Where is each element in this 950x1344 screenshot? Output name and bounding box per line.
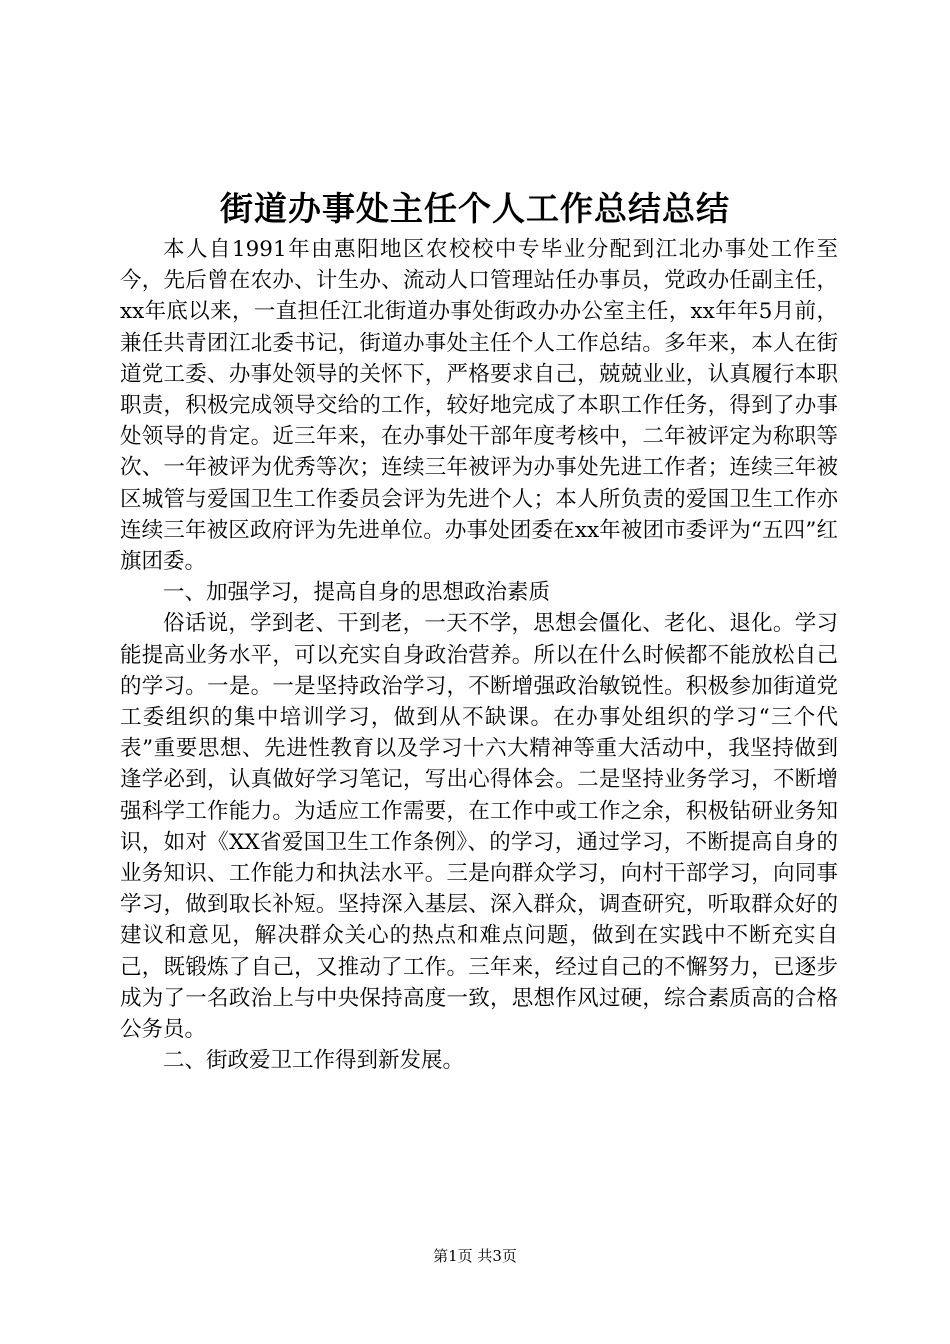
page-number-footer: 第1页 共3页 — [433, 1247, 517, 1265]
document-body — [120, 234, 838, 1076]
section-heading-1: 一、加强学习，提高自身的思想政治素质 — [163, 580, 551, 606]
document-title: 街道办事处主任个人工作总结总结 — [220, 189, 730, 228]
paragraph-intro: 本人自1991年由惠阳地区农校校中专毕业分配到江北办事处工作至今，先后曾在农办、计生办、流动人口管理站任办事员，党政办任副主任，xx年底以来，一直担任江北街道办事处街政办办公室主任，xx年年5月前，兼任共青团江北委书记，街道办事处主任个人工作总结。多年来，本人在街道党工委、办事处领导的关怀下，严格要求自己，兢兢业业，认真履行本职职责，积极完成领导交给的工作，较好地完成了本职工作任务，得到了办事处领导的肯定。近三年来，在办事处干部年度考核中，二年被评定为称职等次、一年被评为优秀等次；连续三年被评为办事处先进工作者；连续三年被区城管与爱国卫生工作委员会评为先进个人；本人所负责的爱国卫生工作亦连续三年被区政府评为先进单位。办事处团委在xx年被团市委评为“五四”红旗团委。 — [120, 237, 838, 575]
paragraph-study: 俗话说，学到老、干到老，一天不学，思想会僵化、老化、退化。学习能提高业务水平，可以充实自身政治营养。所以在什么时候都不能放松自己的学习。一是。一是坚持政治学习，不断增强政治敏锐性。积极参加街道党工委组织的集中培训学习，做到从不缺课。在办事处组织的学习“三个代表”重要思想、先进性教育以及学习十六大精神等重大活动中，我坚持做到逢学必到，认真做好学习笔记，写出心得体会。二是坚持业务学习，不断增强科学工作能力。为适应工作需要，在工作中或工作之余，积极钻研业务知识，如对《XX省爱国卫生工作条例》、的学习，通过学习，不断提高自身的业务知识、工作能力和执法水平。三是向群众学习，向村干部学习，向同事学习，做到取长补短。坚持深入基层、深入群众，调查研究，听取群众好的建议和意见，解决群众关心的热点和难点问题，做到在实践中不断充实自己，既锻炼了自己，又推动了工作。三年来，经过自己的不懈努力，已逐步成为了一名政治上与中央保持高度一致，思想作风过硬，综合素质高的合格公务员。 — [120, 611, 838, 1043]
section-heading-2: 二、街政爱卫工作得到新发展。 — [163, 1048, 465, 1074]
